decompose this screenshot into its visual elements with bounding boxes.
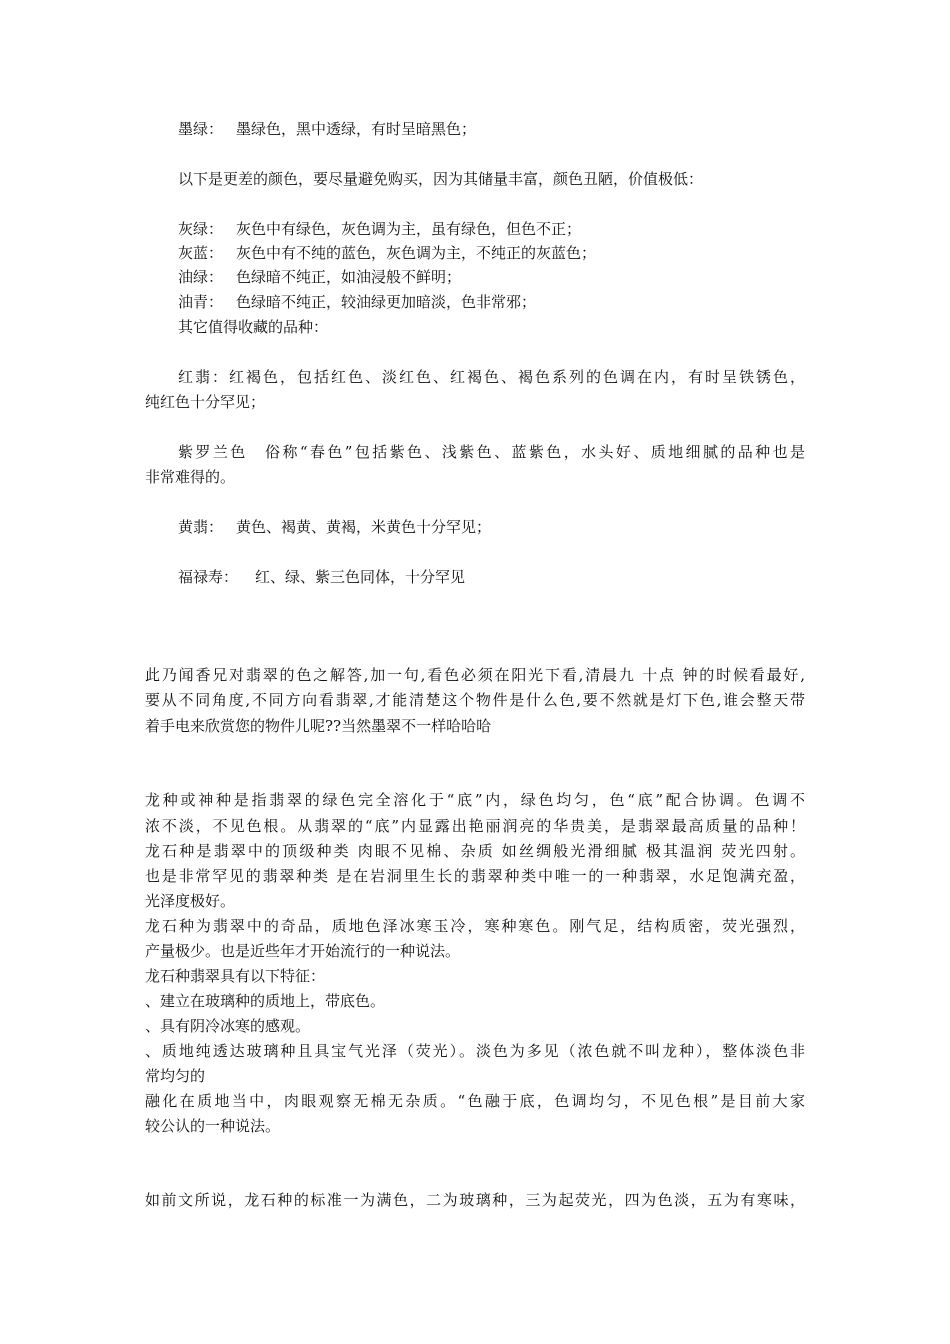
ziluolan-line2: 非常难得的。	[145, 468, 236, 486]
standard-line1: 如前文所说，龙石种的标准一为满色，二为玻璃种，三为起荧光，四为色淡，五为有寒味，	[145, 1191, 805, 1209]
feature-item: 、具有阴冷冰寒的感观。	[145, 1017, 311, 1035]
entry-label: 油青：	[178, 293, 224, 311]
entry-text: 灰色中有绿色，灰色调为主，虽有绿色，但色不正；	[236, 220, 582, 238]
intro-bad-colors: 以下是更差的颜色，要尽量避免购买，因为其储量丰富，颜色丑陋，价值极低：	[178, 170, 704, 188]
color-entry-huangfei	[178, 517, 491, 537]
feature-item: 、建立在玻璃种的质地上，带底色。	[145, 992, 386, 1010]
entry-label: 福禄寿：	[178, 568, 239, 586]
note-line3: 着手电来欣赏您的物件儿呢??当然墨翠不一样哈哈哈	[145, 717, 492, 735]
entry-label: 墨绿：	[178, 120, 224, 138]
longzhong-line: 龙石种为翡翠中的奇品，质地色泽冰寒玉冷，寒种寒色。刚气足，结构质密，荧光强烈，	[145, 917, 805, 935]
entry-label: 灰蓝：	[178, 244, 224, 262]
color-entry-youlv	[178, 267, 461, 287]
longzhong-line: 龙种或神种是指翡翠的绿色完全溶化于“底”内，绿色均匀，色“底”配合协调。色调不	[145, 791, 805, 809]
longzhong-line: 浓不淡，不见色根。从翡翠的“底”内显露出艳丽润亮的华贵美，是翡翠最高质量的品种！	[145, 817, 805, 835]
note-line2: 要从不同角度,不同方向看翡翠,才能清楚这个物件是什么色,要不然就是灯下色,谁会整天带	[145, 691, 805, 709]
hongfei-line1: 红翡：红褐色，包括红色、淡红色、红褐色、褐色系列的色调在内，有时呈铁锈色，	[178, 368, 805, 386]
color-entry-huilv	[178, 219, 581, 239]
entry-text: 墨绿色，黑中透绿，有时呈暗黑色；	[236, 120, 477, 138]
longzhong-line: 光泽度极好。	[145, 892, 236, 910]
color-entry-huilan	[178, 243, 596, 263]
color-entry-youqing	[178, 292, 536, 312]
entry-text: 黄色、褐黄、黄褐，米黄色十分罕见；	[236, 518, 492, 536]
feature-item: 、质地纯透达玻璃种且具宝气光泽（荧光）。淡色为多见（浓色就不叫龙种），整体淡色非	[145, 1042, 805, 1060]
longzhong-line: 也是非常罕见的翡翠种类 是在岩洞里生长的翡翠种类中唯一的一种翡翠，水足饱满充盈，	[145, 867, 805, 885]
longzhong-line: 龙石种是翡翠中的顶级种类 肉眼不见棉、杂质 如丝绸般光滑细腻 极其温润 荧光四射。	[145, 842, 805, 860]
longzhong-line: 常均匀的	[145, 1067, 206, 1085]
longzhong-line: 龙石种翡翠具有以下特征：	[145, 967, 326, 985]
hongfei-line2: 纯红色十分罕见；	[145, 393, 266, 411]
intro-collect: 其它值得收藏的品种：	[178, 318, 329, 336]
entry-text: 色绿暗不纯正，如油浸般不鲜明；	[236, 268, 462, 286]
color-entry-molv	[178, 119, 476, 139]
longzhong-line: 产量极少。也是近些年才开始流行的一种说法。	[145, 942, 461, 960]
entry-text: 色绿暗不纯正，较油绿更加暗淡，色非常邪；	[236, 293, 537, 311]
ziluolan-line1: 紫罗兰色 俗称“春色”包括紫色、浅紫色、蓝紫色，水头好、质地细腻的品种也是	[178, 443, 805, 461]
entry-label: 黄翡：	[178, 518, 224, 536]
color-entry-fulushou	[178, 567, 465, 587]
longzhong-line: 较公认的一种说法。	[145, 1117, 281, 1135]
note-line1: 此乃闻香兄对翡翠的色之解答,加一句,看色必须在阳光下看,清晨九 十点 钟的时候看最好,	[145, 666, 805, 684]
longzhong-line: 融化在质地当中，肉眼观察无棉无杂质。“色融于底，色调均匀，不见色根”是目前大家	[145, 1092, 805, 1110]
entry-label: 油绿：	[178, 268, 224, 286]
entry-label: 灰绿：	[178, 220, 224, 238]
entry-text: 红、绿、紫三色同体，十分罕见	[255, 568, 466, 586]
entry-text: 灰色中有不纯的蓝色，灰色调为主，不纯正的灰蓝色；	[236, 244, 597, 262]
